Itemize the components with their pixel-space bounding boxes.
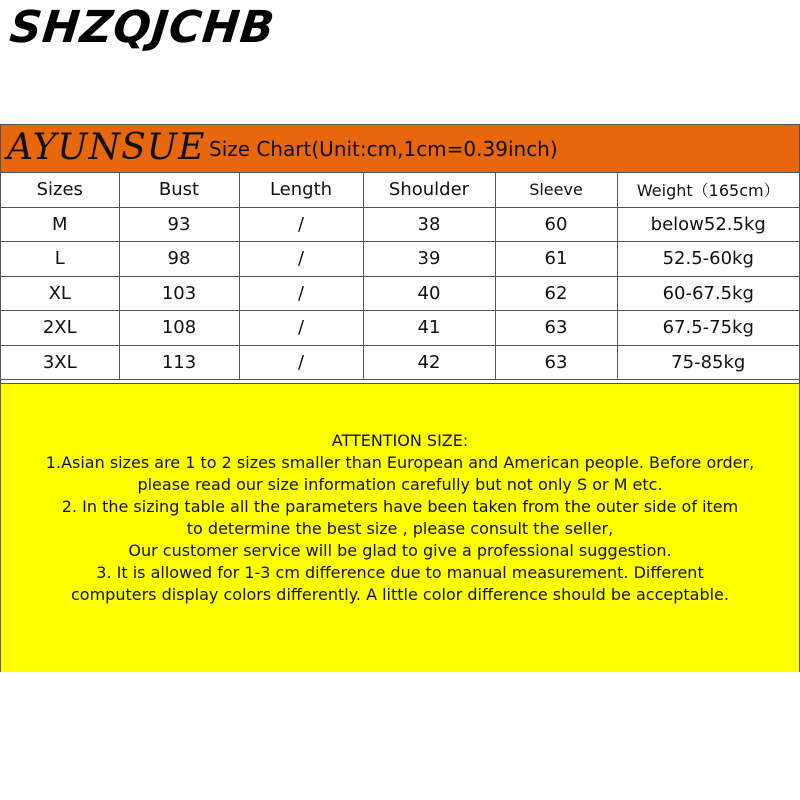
attention-line: 3. It is allowed for 1-3 cm difference due to manual measurement. Different [96, 563, 704, 582]
cell-size: XL [1, 276, 119, 311]
cell-weight: 67.5-75kg [617, 311, 799, 346]
column-header-shoulder: Shoulder [363, 173, 495, 207]
cell-weight: 75-85kg [617, 345, 799, 380]
table-row [1, 345, 799, 380]
cell-shoulder: 40 [363, 276, 495, 311]
column-header-length: Length [239, 173, 363, 207]
brand-logo: AYUNSUE [7, 127, 206, 168]
cell-sleeve: 62 [495, 276, 617, 311]
cell-sleeve: 63 [495, 345, 617, 380]
cell-length: / [239, 242, 363, 277]
attention-line: Our customer service will be glad to give a professional suggestion. [128, 541, 672, 560]
chart-title: Size Chart(Unit:cm,1cm=0.39inch) [209, 137, 558, 161]
cell-sleeve: 60 [495, 207, 617, 242]
cell-bust: 108 [119, 311, 239, 346]
cell-weight: 52.5-60kg [617, 242, 799, 277]
cell-shoulder: 39 [363, 242, 495, 277]
column-header-sizes: Sizes [1, 173, 119, 207]
cell-shoulder: 42 [363, 345, 495, 380]
attention-line: 1.Asian sizes are 1 to 2 sizes smaller than European and American people. Before order, [45, 453, 755, 472]
cell-bust: 98 [119, 242, 239, 277]
size-chart [0, 124, 800, 672]
size-table [1, 173, 799, 380]
cell-bust: 113 [119, 345, 239, 380]
attention-line: computers display colors differently. A little color difference should be acceptable. [71, 585, 729, 604]
cell-length: / [239, 345, 363, 380]
watermark-text: SHZQJCHB [7, 2, 278, 53]
cell-weight: 60-67.5kg [617, 276, 799, 311]
attention-line: to determine the best size , please consult the seller, [186, 519, 614, 538]
cell-sleeve: 63 [495, 311, 617, 346]
table-row [1, 207, 799, 242]
cell-shoulder: 41 [363, 311, 495, 346]
cell-shoulder: 38 [363, 207, 495, 242]
cell-bust: 103 [119, 276, 239, 311]
cell-bust: 93 [119, 207, 239, 242]
column-header-sleeve: Sleeve [495, 173, 617, 207]
attention-title: ATTENTION SIZE: [331, 431, 469, 450]
column-header-bust: Bust [119, 173, 239, 207]
attention-notes [1, 430, 799, 606]
table-row [1, 242, 799, 277]
attention-line: please read our size information carefully but not only S or M etc. [137, 475, 663, 494]
cell-length: / [239, 311, 363, 346]
cell-length: / [239, 207, 363, 242]
cell-sleeve: 61 [495, 242, 617, 277]
cell-size: 3XL [1, 345, 119, 380]
table-header-row [1, 173, 799, 207]
attention-line: 2. In the sizing table all the parameters have been taken from the outer side of item [61, 497, 739, 516]
cell-length: / [239, 276, 363, 311]
attention-box [1, 383, 799, 672]
chart-header [1, 125, 799, 173]
cell-size: L [1, 242, 119, 277]
cell-size: M [1, 207, 119, 242]
cell-size: 2XL [1, 311, 119, 346]
cell-weight: below52.5kg [617, 207, 799, 242]
column-header-weight: Weight（165cm） [617, 173, 799, 207]
table-row [1, 276, 799, 311]
table-row [1, 311, 799, 346]
